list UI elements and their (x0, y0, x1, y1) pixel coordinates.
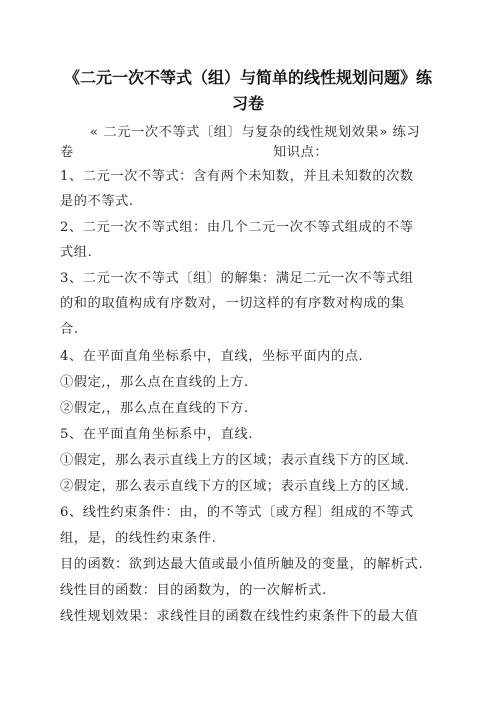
paragraph-line: 3、二元一次不等式〔组〕的解集：满足二元一次不等式组 (60, 271, 414, 286)
document-title-line-1: 《二元一次不等式（组）与简单的线性规划问题》练 (63, 68, 432, 87)
paragraph-line: 4、在平面直角坐标系中，直线，坐标平面内的点. (60, 349, 364, 364)
paragraph-line: 是的不等式. (60, 194, 134, 209)
paragraph-line: ①假定,，那么点在直线的上方. (60, 375, 249, 390)
paragraph-line: ②假定，那么表示直线下方的区域；表示直线上方的区域. (60, 479, 410, 494)
paragraph-line: 组，是，的线性约束条件. (60, 531, 217, 546)
paragraph-line: 合. (60, 322, 79, 337)
paragraph-line: 式组. (60, 245, 93, 260)
paragraph-line: 的和的取值构成有序数对，一切这样的有序数对构成的集 (60, 296, 405, 311)
document-title-line-2: 习卷 (231, 94, 264, 113)
paragraph-line: 线性规划效果：求线性目的函数在线性约束条件下的最大值 (60, 609, 419, 624)
paragraph-line: 目的函数：欲到达最大值或最小值所触及的变量，的解析式. (60, 557, 424, 572)
paragraph-line: 线性目的函数：目的函数为，的一次解析式. (60, 583, 327, 598)
paragraph-line: 6、线性约束条件：由，的不等式〔或方程〕组成的不等式 (60, 505, 414, 520)
paragraph-line: 1、二元一次不等式：含有两个未知数，并且未知数的次数 (60, 169, 414, 184)
paragraph-line: 5、在平面直角坐标系中，直线. (60, 427, 254, 442)
subtitle-line: « 二元一次不等式〔组〕与复杂的线性规划效果» 练习 (90, 125, 421, 140)
paragraph-line: 2、二元一次不等式组：由几个二元一次不等式组成的不等 (60, 220, 414, 235)
subtitle-tail: 卷 (60, 145, 74, 160)
subtitle-continuation (60, 143, 329, 163)
paragraph-line: ①假定，那么表示直线上方的区域；表示直线下方的区域. (60, 453, 410, 468)
section-heading-knowledge: 知识点： (273, 145, 329, 160)
paragraph-line: ②假定,，那么点在直线的下方. (60, 401, 249, 416)
